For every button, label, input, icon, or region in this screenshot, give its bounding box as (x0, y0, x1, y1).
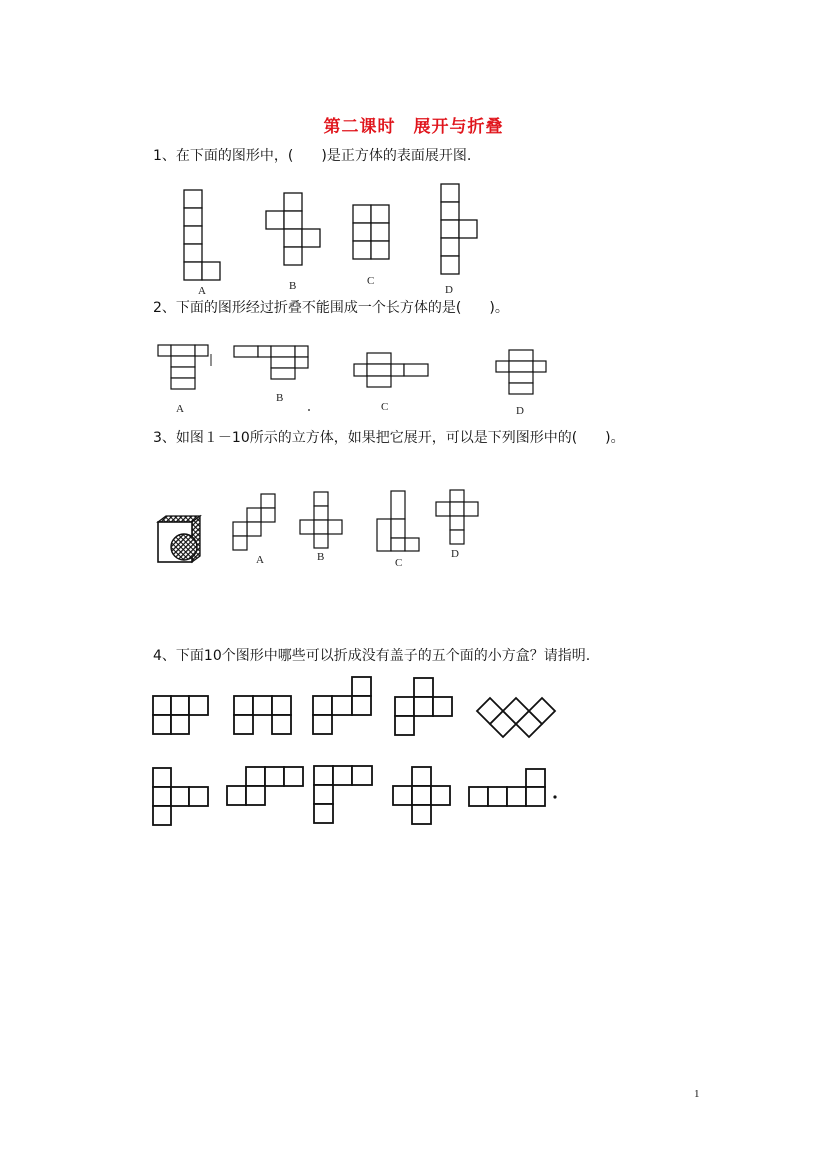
question-1-text: 1、在下面的图形中，( )是正方体的表面展开图. (153, 148, 472, 164)
q4-net-3 (313, 677, 371, 734)
q2-option-b-label: B (276, 392, 284, 404)
q3-option-d-label: D (451, 548, 459, 560)
q1-option-b-label: B (289, 280, 297, 292)
q4-net-10 (469, 769, 545, 806)
q4-net-5 (477, 698, 555, 737)
q3-option-a-label: A (256, 554, 264, 566)
page-title: 第二课时 展开与折叠 (323, 117, 504, 137)
q2-option-c-label: C (381, 401, 389, 413)
q4-net-8 (314, 766, 372, 823)
q1-option-c-label: C (367, 275, 375, 287)
q2-option-d-label: D (516, 405, 524, 417)
q4-net-7 (227, 767, 303, 805)
question-2-text: 2、下面的图形经过折叠不能围成一个长方体的是( )。 (153, 300, 509, 316)
q4-net-9 (393, 767, 450, 824)
q4-net-2 (234, 696, 291, 734)
q1-option-d-label: D (445, 284, 453, 296)
q4-stray-dot (553, 795, 556, 798)
question-3-text: 3、如图１－10所示的立方体，如果把它展开，可以是下列图形中的( )。 (153, 430, 625, 446)
question-4-text: 4、下面10个图形中哪些可以折成没有盖子的五个面的小方盒？请指明. (153, 648, 591, 664)
q4-net-6 (153, 768, 208, 825)
page-number: 1 (694, 1088, 700, 1100)
q3-option-b-label: B (317, 551, 325, 563)
q1-option-a-label: A (198, 285, 206, 297)
q4-net-4 (395, 678, 452, 735)
q3-option-c-label: C (395, 557, 403, 569)
q4-net-1 (153, 696, 208, 734)
q2-option-a-label: A (176, 403, 184, 415)
